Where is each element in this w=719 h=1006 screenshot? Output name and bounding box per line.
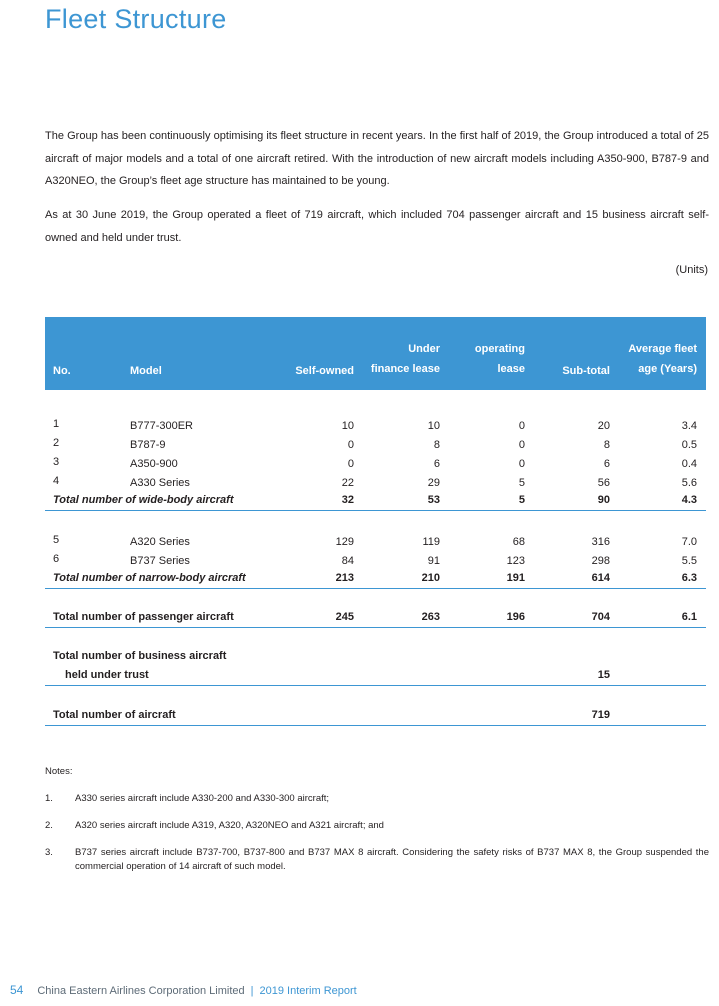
table-row [45, 477, 706, 493]
table-row [45, 458, 706, 474]
total-operating-lease: 196 [506, 611, 525, 623]
row-self-owned: 0 [347, 458, 354, 470]
total-fleet-age: 6.3 [681, 572, 697, 584]
note-item [45, 819, 709, 833]
total-operating-lease: 5 [518, 494, 525, 506]
notes-heading: Notes: [45, 766, 73, 777]
row-self-owned: 0 [347, 439, 354, 451]
header-finance-1: Under [408, 343, 440, 355]
header-model: Model [130, 365, 162, 377]
header-subtotal: Sub-total [562, 365, 610, 377]
total-self-owned: 32 [341, 494, 354, 506]
total-finance-lease: 210 [421, 572, 440, 584]
row-finance-lease: 119 [422, 536, 440, 548]
note-item [45, 846, 709, 874]
row-operating-lease: 0 [518, 458, 525, 470]
total-subtotal: 614 [591, 572, 610, 584]
divider [45, 685, 706, 686]
total-self-owned: 213 [335, 572, 354, 584]
total-fleet-age: 4.3 [681, 494, 697, 506]
row-no: 1 [53, 418, 60, 430]
total-self-owned: 245 [335, 611, 354, 623]
table-header [45, 317, 706, 390]
row-no: 6 [53, 553, 60, 565]
row-model: A350-900 [130, 458, 178, 470]
row-fleet-age: 3.4 [681, 420, 697, 432]
units-label: (Units) [675, 264, 708, 276]
header-operating-1: operating [474, 343, 525, 355]
total-fleet-age: 6.1 [681, 611, 697, 623]
table-row [45, 439, 706, 455]
company-name: China Eastern Airlines Corporation Limited [37, 985, 245, 997]
row-no: 5 [53, 534, 60, 546]
total-label: Total number of passenger aircraft [53, 611, 234, 623]
page-number: 54 [10, 983, 24, 997]
note-item [45, 792, 709, 806]
row-self-owned: 22 [341, 477, 354, 489]
row-finance-lease: 10 [427, 420, 440, 432]
row-subtotal: 6 [603, 458, 610, 470]
total-subtotal: 719 [591, 709, 610, 721]
header-no: No. [53, 365, 71, 377]
total-label: Total number of aircraft [53, 709, 176, 721]
row-model: B777-300ER [130, 420, 193, 432]
business-total-row [45, 650, 706, 666]
total-finance-lease: 53 [427, 494, 440, 506]
divider [45, 725, 706, 726]
row-subtotal: 56 [597, 477, 610, 489]
row-finance-lease: 6 [433, 458, 440, 470]
row-subtotal: 20 [597, 420, 610, 432]
wide-body-total-row [45, 494, 706, 510]
header-operating-2: lease [497, 363, 525, 375]
row-model: A320 Series [130, 536, 190, 548]
fleet-paragraph: As at 30 June 2019, the Group operated a fleet of 719 aircraft, which included 704 passenger aircraft and 15 business aircraft self-owned and held under trust. [45, 209, 709, 244]
divider [45, 588, 706, 589]
row-self-owned: 10 [341, 420, 354, 432]
row-self-owned: 84 [341, 555, 354, 567]
note-text: A320 series aircraft include A319, A320, A320NEO and A321 aircraft; and [75, 820, 384, 831]
header-age-2: age (Years) [638, 363, 697, 375]
row-no: 4 [53, 475, 60, 487]
row-finance-lease: 8 [433, 439, 440, 451]
total-subtotal: 15 [597, 669, 610, 681]
footer-separator: | [250, 985, 254, 997]
table-row [45, 536, 706, 552]
row-operating-lease: 123 [506, 555, 525, 567]
page-footer [10, 983, 357, 997]
header-self-owned: Self-owned [295, 365, 354, 377]
divider [45, 510, 706, 511]
divider [45, 627, 706, 628]
row-subtotal: 8 [603, 439, 610, 451]
note-number: 2. [45, 820, 53, 831]
row-fleet-age: 5.6 [681, 477, 697, 489]
row-operating-lease: 0 [518, 420, 525, 432]
header-age-1: Average fleet [628, 343, 697, 355]
row-subtotal: 298 [591, 555, 610, 567]
business-total-row-2 [45, 669, 706, 685]
row-finance-lease: 91 [427, 555, 440, 567]
note-number: 1. [45, 793, 53, 804]
row-model: B737 Series [130, 555, 190, 567]
row-fleet-age: 5.5 [681, 555, 697, 567]
row-no: 2 [53, 437, 60, 449]
aircraft-total-row [45, 709, 706, 725]
total-subtotal: 90 [597, 494, 610, 506]
report-name: 2019 Interim Report [259, 985, 357, 997]
row-fleet-age: 0.5 [681, 439, 697, 451]
row-no: 3 [53, 456, 60, 468]
total-label: Total number of business aircraft [53, 650, 227, 662]
row-self-owned: 129 [335, 536, 354, 548]
total-label: Total number of narrow-body aircraft [53, 572, 246, 584]
row-fleet-age: 0.4 [681, 458, 697, 470]
row-subtotal: 316 [591, 536, 610, 548]
total-operating-lease: 191 [506, 572, 525, 584]
header-finance-2: finance lease [370, 363, 440, 375]
page-title: Fleet Structure [45, 4, 227, 34]
row-finance-lease: 29 [427, 477, 440, 489]
table-row [45, 420, 706, 436]
row-operating-lease: 0 [518, 439, 525, 451]
intro-paragraph: The Group has been continuously optimising its fleet structure in recent years. In the first half of 2019, the Group introduced a total of 25 aircraft of major models and a total of one aircraft retired. With the introduction of new aircraft models including A350-900, B787-9 and A320NEO, the Group’s fleet age structure has maintained to be young. [45, 130, 709, 187]
total-finance-lease: 263 [421, 611, 440, 623]
row-model: B787-9 [130, 439, 166, 451]
total-label-continued: held under trust [65, 669, 149, 681]
narrow-body-total-row [45, 572, 706, 588]
note-number: 3. [45, 847, 53, 858]
total-label: Total number of wide-body aircraft [53, 494, 234, 506]
row-operating-lease: 5 [518, 477, 525, 489]
total-subtotal: 704 [591, 611, 610, 623]
passenger-total-row [45, 611, 706, 627]
row-model: A330 Series [130, 477, 190, 489]
note-text: B737 series aircraft include B737-700, B737-800 and B737 MAX 8 aircraft. Considering the safety risks of B737 MAX 8, the Group suspended the commercial operation of 14 aircraft of such model. [75, 847, 709, 872]
row-fleet-age: 7.0 [681, 536, 697, 548]
table-row [45, 555, 706, 571]
row-operating-lease: 68 [512, 536, 525, 548]
note-text: A330 series aircraft include A330-200 and A330-300 aircraft; [75, 793, 330, 804]
